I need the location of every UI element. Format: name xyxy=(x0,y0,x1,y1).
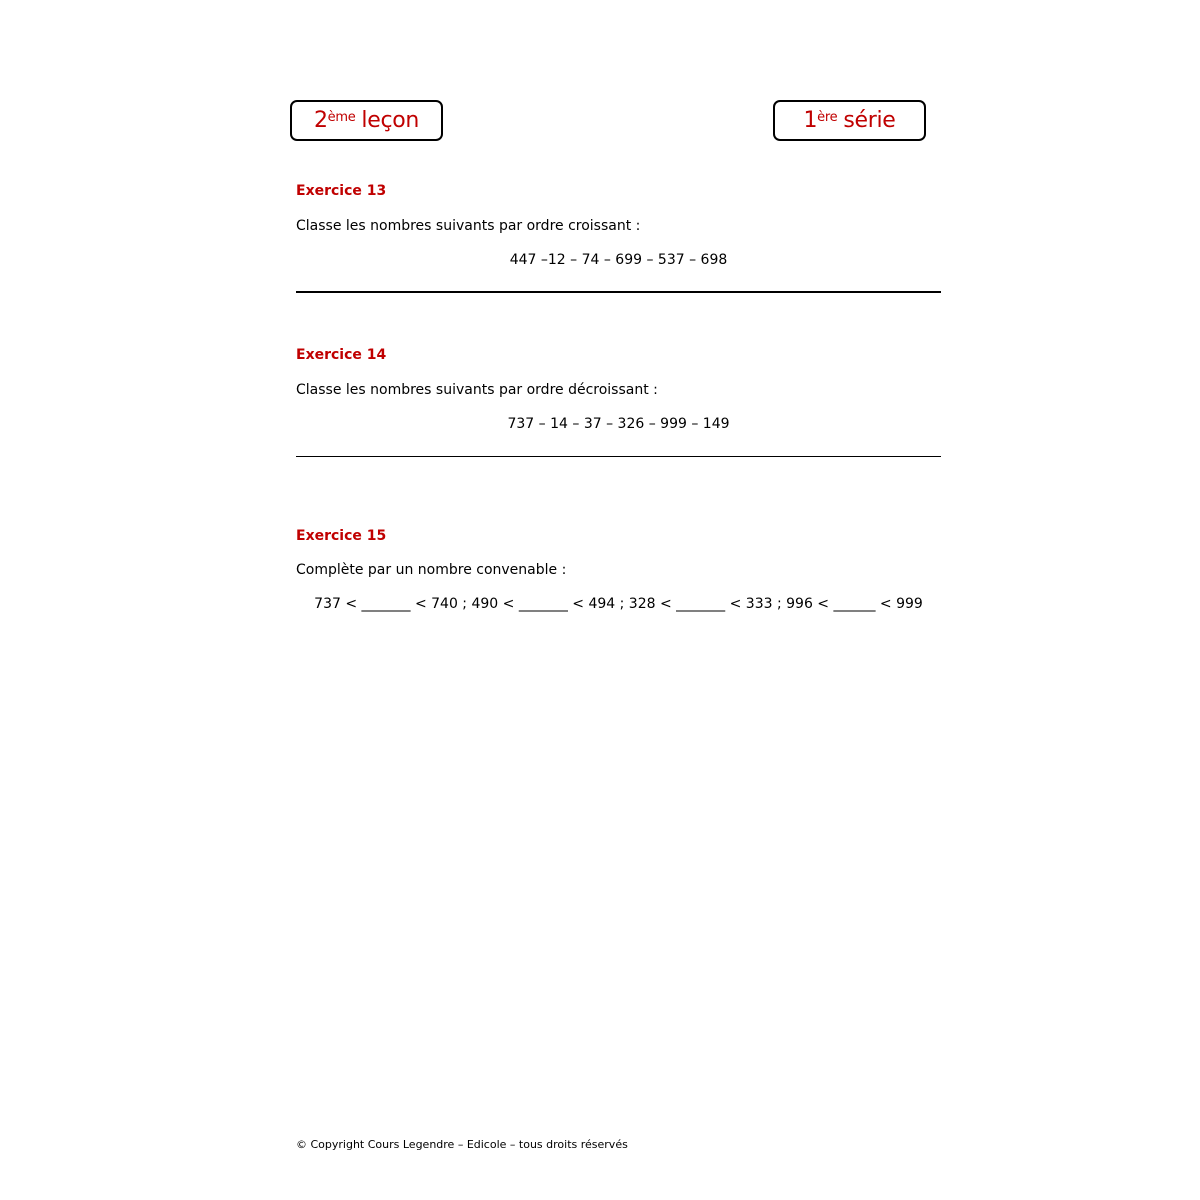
exercise-15-instruction: Complète par un nombre convenable : xyxy=(296,562,567,578)
series-number: 1 xyxy=(803,108,818,133)
exercise-13-instruction: Classe les nombres suivants par ordre croissant : xyxy=(296,218,641,234)
lesson-number: 2 xyxy=(313,108,328,133)
exercise-13-answer-line[interactable] xyxy=(296,291,941,293)
exercise-15-inequalities[interactable]: 737 < _______ < 740 ; 490 < _______ < 494 ; 328 < _______ < 333 ; 996 < ______ < 999 xyxy=(314,596,923,612)
exercise-15-title: Exercice 15 xyxy=(296,528,387,544)
exercise-14-numbers: 737 – 14 – 37 – 326 – 999 – 149 xyxy=(507,416,730,432)
series-word: série xyxy=(843,108,896,133)
lesson-word: leçon xyxy=(361,108,420,133)
copyright-notice: © Copyright Cours Legendre – Edicole – tous droits réservés xyxy=(296,1138,628,1151)
exercise-14-instruction: Classe les nombres suivants par ordre décroissant : xyxy=(296,382,658,398)
exercise-13-numbers: 447 –12 – 74 – 699 – 537 – 698 xyxy=(509,252,728,268)
exercise-14-answer-line[interactable] xyxy=(296,456,941,457)
series-superscript: ère xyxy=(817,110,838,125)
series-label-box xyxy=(773,100,926,141)
lesson-label-box xyxy=(290,100,443,141)
exercise-14-title: Exercice 14 xyxy=(296,347,387,363)
lesson-superscript: ème xyxy=(327,110,356,125)
exercise-13-title: Exercice 13 xyxy=(296,183,387,199)
